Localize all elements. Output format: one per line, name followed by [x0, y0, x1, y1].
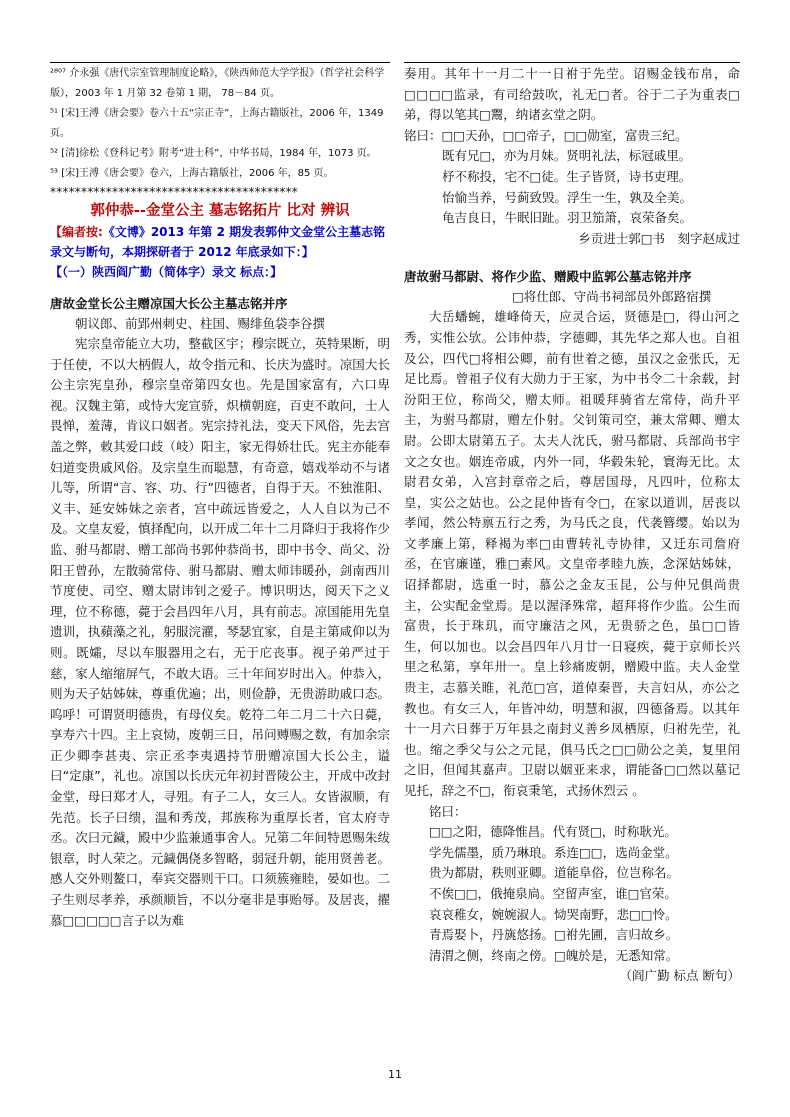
calligrapher-credit: 乡贡进士郭□书 刻字赵成过: [578, 230, 740, 246]
verse-line: 怡愉当养，号蓟致毁。浮生一生，孰及全美。: [442, 189, 693, 205]
verse-line: 青焉娶卜，丹旐悠扬。□祔先圃，言归故乡。: [429, 927, 679, 943]
verse-line: 杼不称投，宅不□徒。生子皆贤，诗书吏理。: [442, 168, 692, 184]
right-top-rule: [404, 62, 740, 63]
section-label: 【（一）陕西阎广勤（简体字）录文 标点：】: [50, 265, 283, 279]
right-column: [404, 64, 740, 987]
editor-note-body: 《文博》2013 年第 2 期发表郭仲文金堂公主墓志铭录文与断句，本期探研者于 2012 年底录如下：】: [50, 225, 386, 259]
left-column: [50, 64, 390, 931]
footnote-3: ⁵² [清]徐松《登科记考》附考“进士科”，中华书局，1984 年，1073 页。: [50, 148, 377, 159]
footnote-1: ²⁸⁰⁷ 介永强《唐代宗室管理制度论略》，《陕西师范大学学报》（哲学社会科学版），2003 年 1 月第 32 卷第 1 期， 78－84 页。: [50, 68, 385, 99]
verse-line: 学先儒墨，质乃琳琅。系连□□，选尚金堂。: [429, 844, 678, 860]
verse-line: 既有兄□，亦为月妹。贤明礼法，标冠戚里。: [442, 148, 692, 164]
inscription-verse-1: [404, 126, 740, 229]
punctuation-credit: （阎广勤 标点 断句）: [619, 968, 740, 984]
verse-line: 不俟□□，俄掩泉扃。空留声室，谁□官荣。: [429, 885, 677, 901]
editor-note-label: 【编者按:: [50, 225, 103, 239]
inscription-verse-2: [404, 802, 740, 967]
article-byline-1: 朝议郎、前郢州刺史、柱国、赐绯鱼袋李谷撰: [75, 316, 326, 331]
verse-line: 龟吉良日，牛眠旧趾。羽卫笳箫，哀荣备矣。: [442, 210, 693, 226]
footnote-2: ⁵¹ [宋]王溥《唐会要》卷六十五“宗正寺”，上海古籍版社，2006 年，1349 页。: [50, 108, 384, 139]
article-byline-2: □将仕郎、守尚书祠部员外郎路宿撰: [512, 289, 712, 305]
left-top-rule: [50, 62, 390, 63]
verse-line: 贵为都尉，秩则亚卿。道能阜俗，位岂称名。: [429, 865, 680, 881]
article-title-1: 唐故金堂长公主赠凉国大长公主墓志铭并序: [50, 296, 288, 311]
verse-line: □□之阳，德降惟昌。代有贤□，时称耿光。: [429, 824, 677, 840]
verse-heading: 铭曰：: [429, 803, 467, 819]
page-number: 11: [388, 1068, 402, 1081]
footnote-4: ⁵³ [宋]王溥《唐会要》卷六，上海古籍版社，2006 年，85 页。: [50, 168, 334, 179]
verse-line: 哀哀稚女，婉婉淑人。恸哭南野，悲□□怜。: [429, 906, 678, 922]
article-body-1: 宪宗皇帝能立大功，整截区宇；穆宗既立，英特果断，明于任使，不以大柄假人，故令指元和、长庆为盛时。凉国大长公主宗宪皇孙，穆宗皇帝第四女也。先是国家富有，六口卑视。汉魏主第，或恃大宠宣骄，炽横朝庭，百吏不敢问，士人畏惮，羞薄，肯议口姻者。宪宗持礼法，变天下风俗，先去宫盖之弊，敕其爱口歧（岐）阳主，家无得娇壮氏。宪主亦能奉妇道变贵戚风俗。及宗皇生而聪慧，有奇意，嬉戏举动不与诸儿等，所谓“言、容、功、行”四德者，自得于天。不独淮阳、义丰、延安姊妹之亲者，宫中疏远皆爱之，人人自以为己不及。文皇友爱，慎择配向，以开成二年十二月降归于我将作少监、驸马都尉、赠工部尚书郭仲恭尚书，即中书令、尚父、汾阳王曾孙，左散骑常侍、驸马都尉、赠太师讳暖孙，剑南西川节度使、司空、赠太尉讳钊之爱子。博识明达，阅天下之义理，位不称德，薨于会昌四年八月，具有前志。凉国能用先皇遗训，执蘋藻之礼，躬服浣濯，琴瑟宜家，自是主第咸仰以为则。既孀，尽以车服器用之右，无于庀丧事。视子弟严过于慈，家人缩缩屏气，不敢大语。三十年间岁时出入。仲恭入，则为天子姑姊妹，尊重优遍；出，则俭静，无贵游助戚口态。呜呼！可谓贤明德贵，有母仪矣。乾符二年二月二十六日薨，享寿六十四。主上哀恸，废朝三日，吊问赙赐之数，有加余宗正少卿李甚夷、宗正丞李夷遇持节册赠凉国大长公主，谥曰“定康”，礼也。凉国以长庆元年初封晋陵公主，开成中改封金堂，母曰郑才人，寻殂。有子二人，女三人。女皆淑顺，有先范。长子曰缋，温和秀茂，邦族称为重厚长者，官太府寺丞。次曰元鐬，殿中少监兼通事舍人。兄第二年间特恩赐朱绂银章，时人荣之。元鐬偶侥多智略，弱冠升朝，能用贤善老。感人交外则鳌口，奉宾交器则干口。口须簇雍睦，晏如也。二子生则尽孝养，承颜顺旨，不以分毫非是事贻辱。及居丧，擢慕□□□□□言子以为难: [50, 336, 390, 928]
article-title-2: 唐故驸马都尉、将作少监、赠殿中监郭公墓志铭并序: [404, 269, 692, 285]
page-heading: 郭仲恭--金堂公主 墓志铭拓片 比对 辨识: [90, 203, 350, 219]
editor-note: [50, 222, 390, 262]
article-1-ending: 奏用。其年十一月二十一日祔于先茔。诏赐金钱布帛，命□□□□监录，有司给鼓吹，礼无□者。谷于二子为重表□弟，得以笔其□鬻，纳诸玄堂之阴。: [404, 66, 740, 123]
verse-line: 清渭之侧，终南之傍。□魄於是，无悉知常。: [429, 947, 679, 963]
article-body-2: 大岳蟠蜿，雄峰倚天，应灵合运，贤德是□，得山河之秀，实惟公欤。公讳仲恭，字德卿，其先华之郑人也。自祖及公，四代□将相公卿，前有世着之德，虽汉之金张氏，无足比焉。曾祖子仪有大勋力于王家，为中书令二十余载，封汾阳王位，称尚父，赠太师。祖暖拜骑省左常侍，尚升平主，为驸马都尉，赠左仆射。父钊策司空，兼太常卿、赠太尉。公即太尉第五子。太夫人沈氏，驸马都尉、兵部尚书宇文之女也。姻连帝戚，内外一同，华毂朱轮，寰海无比。太尉君女弟，入宫封章帝之后，尊居国母，凡四叶，位称太皇，实公之姑也。公之昆仲皆有令□，在家以道训，居丧以孝闻，然公特禀五行之秀，为马氏之良，代袭簪缨。始以为文孝廉上第，释褐为率□由曹转礼寺协律，又迁东司詹府丞，在官廉谨，雅□素风。文皇帝孝睦九族，念深姑姊妹，诏择都尉，选重一时，慕公之金友玉昆，公与仲兄俱尚贵主，公实配金堂焉。是以渥泽殊常，超拜将作少监。公生而富贵，长于珠玑，而守廉洁之风，无贵骄之色，虽□□皆生，何以加也。以会昌四年八月廿一日寝疾，薨于京师长兴里之私第，享年卅一。皇上轸痛废朝，赠殿中监。夫人金堂贵主，志慕关睢，礼范□宫，道倬秦晋，夫言妇从，亦公之教也。有女三人，年皆冲幼，明慧和淑，四德备焉。以其年十一月六日葬于万年县之南封义善乡凤栖原，归祔先茔，礼也。缩之季父与公之元昆，俱马氏之□□勋公之美，复里闬之旧，但闻其嘉声。卫尉以姻亚来求，谓能备□□然以墓记见托，辞之不□，衔哀秉笔，式扬休烈云 。: [404, 309, 740, 798]
star-divider: ****************************************: [50, 185, 298, 199]
verse-line: 铭曰：□□天孙，□□帝子，□□勋室，富贵三纪。: [404, 127, 688, 143]
